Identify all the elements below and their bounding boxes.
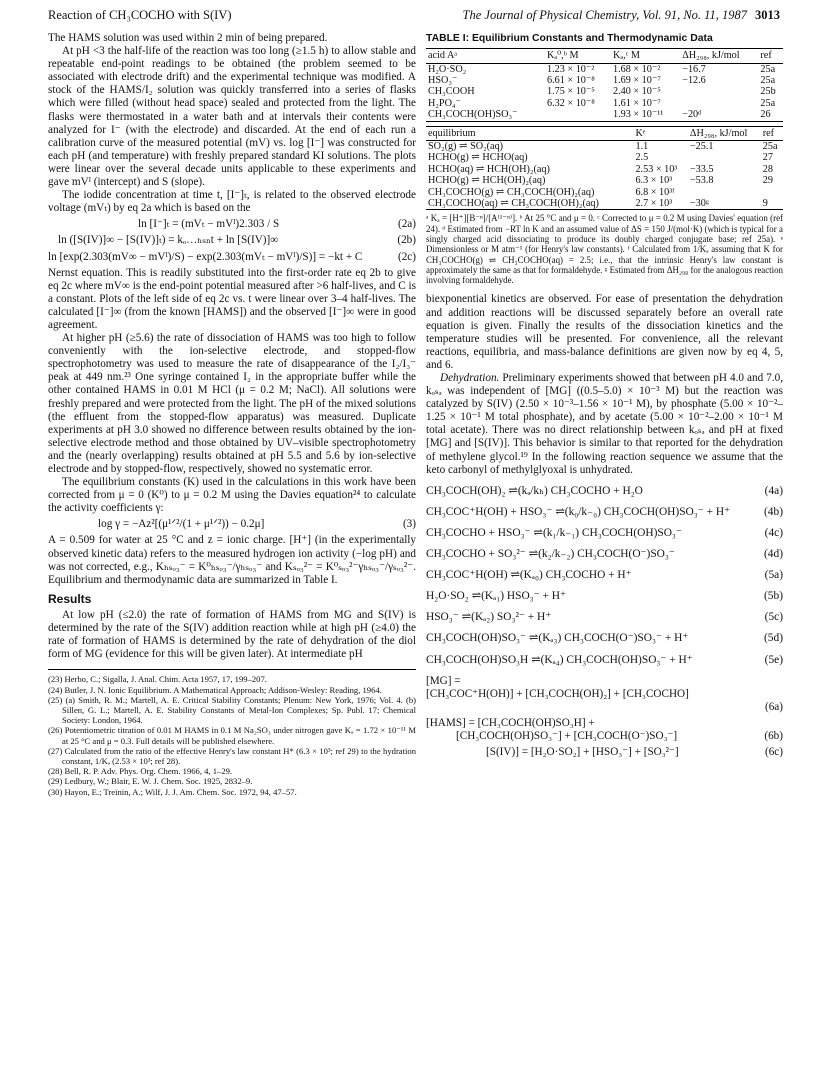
equation-2a xyxy=(48,218,416,231)
paragraph: The equilibrium constants (K) used in the calculations in this work have been corrected from μ = 0 (K⁰) to μ = 0.2 M using the Davies equation²⁴ to calculate the activity coefficients γ: xyxy=(48,476,416,515)
table-cell: HCHO(aq) ⇌ HCH(OH)₂(aq) xyxy=(428,163,550,175)
table-cell: CH₃COCH(OH)SO₃⁻ xyxy=(428,109,518,121)
table-cell: 6.3 × 10³ xyxy=(635,175,673,187)
page-number: 3013 xyxy=(755,8,780,22)
equation-text: log γ = −Az²[(μ¹ᐟ²/(1 + μ¹ᐟ²)) − 0.2μ] xyxy=(98,518,265,531)
table-header-cell: Kₐ,ᶜ M xyxy=(611,49,680,63)
equation-number: (6a) xyxy=(764,700,783,713)
table-cell: 25a xyxy=(760,63,776,75)
mb-line: [HAMS] = [CH₃COCH(OH)SO₃H] + xyxy=(426,716,595,729)
table-header-cell: equilibrium xyxy=(426,126,633,140)
table-row xyxy=(426,198,783,210)
equation-number: (5a) xyxy=(764,569,783,582)
left-column xyxy=(48,32,416,797)
table-row xyxy=(426,175,783,186)
equation-2c xyxy=(48,251,416,264)
table-header-cell: ΔH₂₉₈, kJ/mol xyxy=(688,126,761,140)
mb-line xyxy=(426,730,783,743)
reaction-equation xyxy=(426,611,783,624)
mb-text: [CH₃COC⁺H(OH)] + [CH₃COCH(OH)₂] + [CH₃COCHO] xyxy=(426,687,689,700)
equilibrium-table xyxy=(426,126,783,211)
paragraph: The HAMS solution was used within 2 min of being prepared. xyxy=(48,32,328,44)
reaction-equation xyxy=(426,590,783,603)
table-cell: 27 xyxy=(762,152,773,164)
equation-number: (6b) xyxy=(764,729,783,742)
equation-number: (5d) xyxy=(764,632,783,645)
equation-number: (5b) xyxy=(764,590,783,603)
equation-number: (4c) xyxy=(764,526,783,539)
mass-balance xyxy=(426,675,783,760)
table-cell: 2.7 × 10³ xyxy=(635,197,673,209)
reaction-text: CH₃COCH(OH)SO₃H ⇌(Kₐ₄) CH₃COCH(OH)SO₃⁻ + H⁺ xyxy=(426,653,693,666)
table-cell: −12.6 xyxy=(682,74,706,86)
table-cell: 25a xyxy=(760,74,776,86)
table-cell xyxy=(680,86,758,97)
table-cell: 2.40 × 10⁻⁵ xyxy=(613,86,661,98)
table-cell: 2.53 × 10³ xyxy=(635,163,678,175)
reaction-equation xyxy=(426,632,783,645)
table-header-cell: acid Aᵃ xyxy=(426,49,545,63)
table-cell: 28 xyxy=(762,163,773,175)
reaction-equation xyxy=(426,485,783,498)
paragraph: Nernst equation. This is readily substituted into the first-order rate eq 2b to give eq 2c where mV∞ is the end-point potential measured after >6 half-lives, and C is a constant. Plots of the left side of eq 2c vs. t were linear over 3–4 half-lives. The calculated [I⁻]∞ (from the known [HAMS]) and the observed [I⁻]∞ were in good agreement. xyxy=(48,266,416,331)
acid-table xyxy=(426,48,783,121)
paragraph: biexponential kinetics are observed. For ease of presentation the dehydration and addition reactions will be discussed separately before an overall rate equation is given. Finally the results of the dissociation kinetics and the temperature studies will be presented. For convenience, all the relevant reactions, equilibria, and mass-balance definitions are given now by eq 4, 5, and 6. xyxy=(426,293,783,371)
table-cell: CH₃COOH xyxy=(428,86,475,98)
reaction-text: H₂O·SO₂ ⇌(Kₐ₁) HSO₃⁻ + H⁺ xyxy=(426,590,567,603)
table-cell: CH₃COCHO(g) ⇌ CH₃COCH(OH)₂(aq) xyxy=(428,186,595,198)
reference-item: (26) Potentiometric titration of 0.01 M HAMS in 0.1 M Na₂SO₃ under nitrogen gave Kₐ = 1.72 × 10⁻¹¹ M at 25 °C and μ = 0.3. Full details will be published elsewhere. xyxy=(48,725,416,746)
table-cell: −53.8 xyxy=(689,175,714,187)
reaction-text: HSO₃⁻ ⇌(Kₐ₂) SO₃²⁻ + H⁺ xyxy=(426,611,552,624)
table-cell: −25.1 xyxy=(689,140,714,152)
table-header-cell: ref xyxy=(758,49,783,63)
table-cell: 9 xyxy=(762,197,768,209)
equation-2b xyxy=(48,234,416,247)
table-cell: −33.5 xyxy=(689,163,714,175)
table-cell: H₂O·SO₂ xyxy=(428,63,467,75)
equation-number: (5e) xyxy=(764,653,783,666)
equation-number: (2b) xyxy=(397,234,416,247)
table-row xyxy=(426,187,783,198)
right-column xyxy=(426,32,783,759)
table-cell: 1.61 × 10⁻⁷ xyxy=(613,97,661,109)
table-cell xyxy=(545,109,611,121)
table-cell: 25b xyxy=(760,86,776,98)
equation-text: ln [exp(2.303(mV∞ − mVᴵ)/S) − exp(2.303(mVₜ − mVᴵ)/S)] = −kt + C xyxy=(48,250,363,263)
table-row xyxy=(426,164,783,175)
running-header-left: Reaction of CH₃COCHO with S(IV) xyxy=(48,8,232,22)
table-header-cell: Kᵉ xyxy=(633,126,687,140)
reaction-text: CH₃COC⁺H(OH) ⇌(Kₐ₀) CH₃COCHO + H⁺ xyxy=(426,569,632,582)
table-cell: 1.68 × 10⁻² xyxy=(613,63,661,75)
reference-item: (27) Calculated from the ratio of the effective Henry's law constant H* (6.3 × 10³; ref 29) to the hydration constant, 1/Kₔ (2.53 × 10³; ref 28). xyxy=(48,745,416,766)
equation-text: ln [I⁻]ₜ = (mVₜ − mVᴵ)2.303 / S xyxy=(138,218,280,231)
table-footnotes: ᵃ Kₐ = [H⁺][B⁻ⁿ]/[A⁽¹⁻ⁿ⁾]. ᵇ At 25 °C and μ = 0. ᶜ Corrected to μ = 0.2 M using Davies' equation (ref 24). ᵈ Estimated from −RT ln K and an assumed value of ΔS = 150 J/(mol·K) (which is typical for a singly charged acid dissociating to produce its doubly charged conjugate base; ref 25a). ᵉ Dimensionless or M atm⁻¹ (for Henry's law constants). ᶠ Calculated from 1/Kₔ assuming that K for CH₃COCHO(g) ⇌ CH₃COCHO(aq) = 2.5; i.e., that the intrinsic Henry's law constant is approximately the same as that for formaldehyde. ᵍ Estimated from ΔH₂₉₈ for the analogous reaction involving formaldehyde. xyxy=(426,213,783,286)
equation-number: (4a) xyxy=(764,484,783,497)
table-cell: H₂PO₄⁻ xyxy=(428,97,461,109)
table-cell: CH₃COCHO(aq) ⇌ CH₃COCH(OH)₂(aq) xyxy=(428,197,599,209)
reaction-text: CH₃COC⁺H(OH) + HSO₃⁻ ⇌(k₀/k₋₀) CH₃COCH(OH)SO₃⁻ + H⁺ xyxy=(426,505,731,518)
table-row xyxy=(426,140,783,152)
subsection-label: Dehydration. xyxy=(440,372,500,385)
paragraph: At low pH (≤2.0) the rate of formation of HAMS from MG and S(IV) is determined by the rate of the S(IV) addition reaction while at high pH (≥4.0) the rate of formation of HAMS is determined by the rate of dehydration of the diol form of MG (evidence for this will be given later). At intermediate pH xyxy=(48,608,416,661)
table-cell xyxy=(688,187,761,198)
table-cell: −30ᵍ xyxy=(689,197,709,209)
table-cell xyxy=(761,187,783,198)
table-cell: −20ᵈ xyxy=(682,109,702,121)
table-cell: SO₂(g) ⇌ SO₂(aq) xyxy=(428,140,504,152)
table-cell: HCHO(g) ⇌ HCHO(aq) xyxy=(428,152,528,164)
reaction-text: CH₃COCH(OH)SO₃⁻ ⇌(Kₐ₃) CH₃COCH(O⁻)SO₃⁻ + H⁺ xyxy=(426,632,689,645)
table-cell: 1.69 × 10⁻⁷ xyxy=(613,74,661,86)
running-header-right xyxy=(463,8,780,23)
reaction-equation xyxy=(426,569,783,582)
table-row xyxy=(426,98,783,109)
mb-line: [MG] = xyxy=(426,674,461,687)
table-cell: 25a xyxy=(762,140,778,152)
paragraph: At higher pH (≥5.6) the rate of dissociation of HAMS was too high to follow conveniently with the ion-selective electrode, and stopped-flow spectrophotometry was used to measure the rate of disappearance of the I₂/I₃⁻ peak at 449 nm.²³ One syringe contained I₂ in the appropriate buffer while the other contained HAMS in 0.01 M HCl (μ = 0.2 M; NaCl). All solutions were freshly prepared and were protected from the light. The pH of the mixed solutions (the effluent from the stopped-flow apparatus) was measured. Duplicate experiments at pH 3.0 showed no difference between results obtained by the ion-selective electrode method and those obtained by UV–visible spectrophotometry and the (nearly overlapping) results obtained at pH 5.5 and 5.6 by ion-selective electrode and by stopped-flow, respectively, showed no systematic error. xyxy=(48,332,416,475)
table-cell: HCHO(g) ⇌ HCH(OH)₂(aq) xyxy=(428,175,546,187)
table-cell: HSO₃⁻ xyxy=(428,74,458,86)
reference-item: (28) Bell, R. P. Adv. Phys. Org. Chem. 1966, 4, 1–29. xyxy=(48,766,233,777)
reference-item: (30) Hayon, E.; Treinin, A.; Wilf, J. J. Am. Chem. Soc. 1972, 94, 47–57. xyxy=(48,786,297,797)
table-header-cell: ref xyxy=(761,126,783,140)
table-header-cell: Kₐ⁰,ᵇ M xyxy=(545,49,611,63)
table-cell: 1.93 × 10⁻¹¹ xyxy=(613,109,664,121)
equation-number: (2c) xyxy=(397,250,416,263)
table-cell: 2.5 xyxy=(635,152,649,164)
reference-item: (25) (a) Smith, R. M.; Martell, A. E. Critical Stability Constants; Plenum: New York, 1976; Vol. 4. (b) Sillen, G. L.; Martell, A. E. Stability Constants of Metal-Ion Complexes; Sp. Publ. 17; Chemical Society: London, 1964. xyxy=(48,694,416,726)
table-row xyxy=(426,86,783,97)
equation-3 xyxy=(48,518,416,531)
table-header-cell: ΔH₂₉₈, kJ/mol xyxy=(680,49,758,63)
table-cell: 1.1 xyxy=(635,140,649,152)
table-title: TABLE I: Equilibrium Constants and Thermodynamic Data xyxy=(426,33,713,44)
reaction-equation xyxy=(426,527,783,540)
reaction-equation xyxy=(426,654,783,667)
table-cell: 6.61 × 10⁻⁸ xyxy=(547,74,595,86)
table-cell: 6.32 × 10⁻⁸ xyxy=(547,97,595,109)
equation-number: (6c) xyxy=(764,746,783,759)
paragraph: A = 0.509 for water at 25 °C and z = ionic charge. [H⁺] (in the experimentally observed kinetic data) refers to the measured hydrogen ion activity (−log pH) and was not corrected, e.g., Kₕₛₒ₃⁻ = K⁰ₕₛₒ₃⁻/γₕₛₒ₃⁻ and Kₛₒ₃²⁻ = K⁰ₛₒ₃²⁻γₕₛₒ₃⁻/γₛₒ₃²⁻. Equilibrium and thermodynamic data are summarized in Table I. xyxy=(48,534,416,586)
table-cell: 29 xyxy=(762,175,773,187)
paragraph-text: Preliminary experiments showed that between pH 4.0 and 7.0, kₒ⁦ₛₔ was independent of [MG] ((0.5–5.0) × 10⁻³ M) but the reaction was catalyzed by S(IV) (2.50 × 10⁻³–1.56 × 10⁻¹ M), by phosphate (5.00 × 10⁻²–1.25 × 10⁻¹ M total phosphate), and by acetate (5.00 × 10⁻²–2.00 × 10⁻¹ M total acetate). There was no direct relationship between kₒ⁦ₛₔ and pH at fixed [MG] and [S(IV)]. This behavior is similar to that reported for the dehydration of methylene glycol.¹⁹ In the following reaction sequence we assume that the keto carbonyl of methylglyoxal is unhydrated. xyxy=(426,372,783,476)
table-row xyxy=(426,152,783,163)
equation-number: (2a) xyxy=(397,218,416,231)
reaction-text: CH₃COCH(OH)₂ ⇌(kₔ/kₕ) CH₃COCHO + H₂O xyxy=(426,484,643,497)
equation-text: ln ([S(IV)]∞ − [S(IV)]ₜ) = kₒ⁦…ₕₛₙt + ln [S(IV)]∞ xyxy=(58,234,279,247)
table-cell xyxy=(688,152,761,163)
table-row xyxy=(426,109,783,121)
section-heading-results: Results xyxy=(48,591,92,606)
reaction-equation xyxy=(426,506,783,519)
table-cell: 6.8 × 10³ᶠ xyxy=(635,186,675,198)
table-row xyxy=(426,75,783,86)
equation-number: (4b) xyxy=(764,505,783,518)
paragraph: At pH <3 the half-life of the reaction was too long (≥1.5 h) to allow stable and repeatable end-point readings to be obtained (the problem seemed to be associated with electrode drift) and the experimental technique was modified. A stock of the HAMS/I₂ solution was quickly transferred into a series of flasks which were filled (without head space) sealed and protected from the light. The flasks were thermostated in a water bath and at intervals their contents were analyzed for I⁻ (with the electrode) and discarded. At the end of each run a calibration curve of the measured potential (mV) vs. log [I⁻] was constructed for each pH (and temperature) with freshly prepared standard KI solutions. The plots were linear over the several decade units applicable to these experiments and gave mVᴵ (intercept) and S (slope). xyxy=(48,45,416,189)
references xyxy=(48,669,416,796)
mb-text: [CH₃COCH(OH)SO₃⁻] + [CH₃COCH(O⁻)SO₃⁻] xyxy=(456,729,678,742)
reference-item: (23) Herbo, C.; Sigalla, J. Anal. Chim. Acta 1957, 17, 199–207. xyxy=(48,674,267,685)
mb-text: [S(IV)] = [H₂O·SO₂] + [HSO₃⁻] + [SO₃²⁻] xyxy=(486,746,679,759)
table-cell: −16.7 xyxy=(682,63,706,75)
journal-citation: The Journal of Physical Chemistry, Vol. 91, No. 11, 1987 xyxy=(462,8,747,22)
mb-line xyxy=(426,746,783,759)
table-cell: 1.23 × 10⁻² xyxy=(547,63,595,75)
table-cell xyxy=(680,98,758,109)
table-cell: 26 xyxy=(760,109,771,121)
reference-item: (24) Butler, J. N. Ionic Equilibrium. A Mathematical Approach; Addison-Wesley: Reading, 1964. xyxy=(48,684,382,695)
table-cell: 25a xyxy=(760,97,776,109)
right-text xyxy=(426,293,783,476)
equation-number: (4d) xyxy=(764,548,783,561)
table-row xyxy=(426,63,783,75)
paragraph: The iodide concentration at time t, [I⁻]ₜ, is related to the observed electrode voltage (mVₜ) by eq 2a which is based on the xyxy=(48,189,416,215)
reaction-list xyxy=(426,485,783,667)
equation-number: (3) xyxy=(402,518,416,531)
reaction-equation xyxy=(426,548,783,561)
mb-line xyxy=(426,688,783,701)
table-cell: 1.75 × 10⁻⁵ xyxy=(547,86,595,98)
reference-item: (29) Ledbury, W.; Blair, E. W. J. Chem. Soc. 1925, 2832–9. xyxy=(48,776,253,787)
reaction-text: CH₃COCHO + SO₃²⁻ ⇌(k₂/k₋₂) CH₃COCH(O⁻)SO₃⁻ xyxy=(426,548,675,561)
reaction-text: CH₃COCHO + HSO₃⁻ ⇌(k₁/k₋₁) CH₃COCH(OH)SO₃⁻ xyxy=(426,526,682,539)
equation-number: (5c) xyxy=(764,611,783,624)
paragraph xyxy=(426,372,783,477)
